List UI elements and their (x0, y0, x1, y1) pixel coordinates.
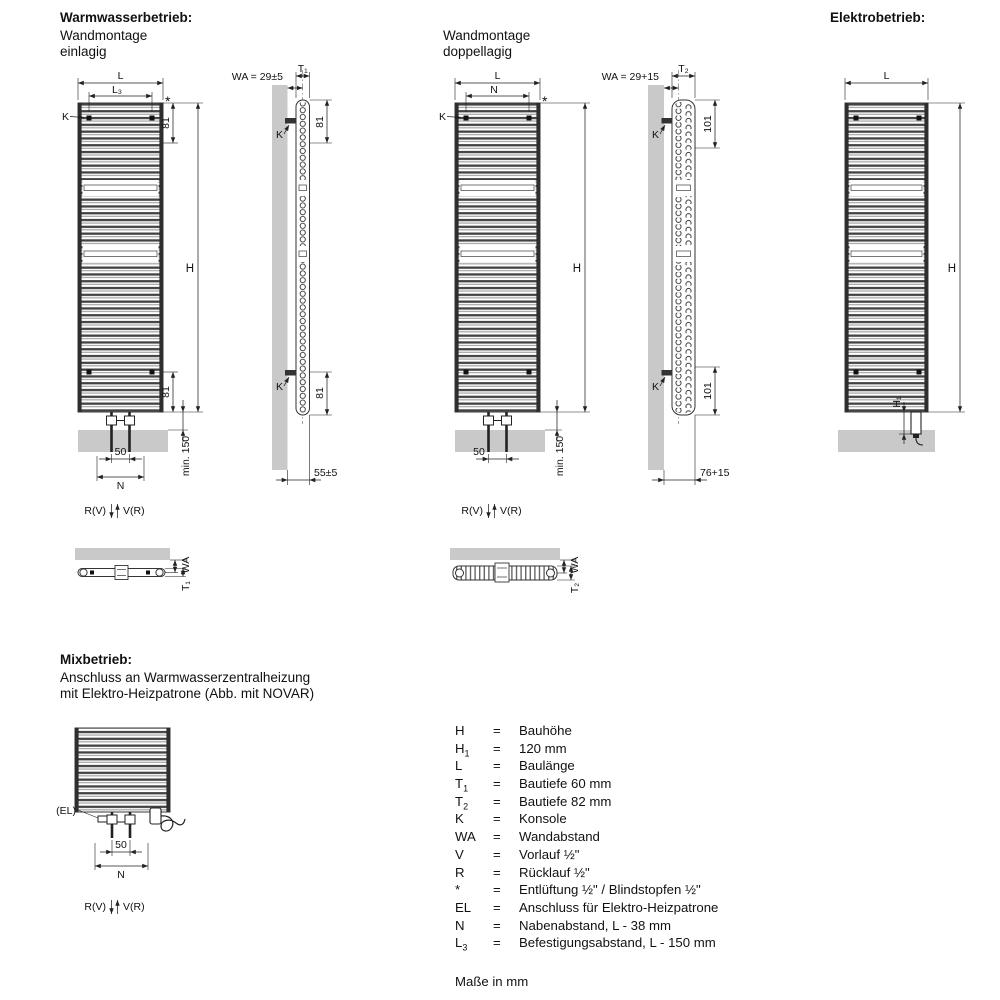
label-K-top: K (275, 129, 283, 141)
label-return-flow: R(V) (84, 901, 106, 913)
legend-symbol: $T_1$ (455, 776, 469, 794)
console-mount (854, 116, 859, 121)
mix-subtitle-1: Anschluss an Warmwasserzentralheizung (60, 670, 311, 685)
legend-symbol: WA (455, 829, 476, 845)
subtitle-einlagig: einlagig (60, 44, 107, 59)
dim-min150: min. 150 (554, 435, 566, 477)
diagram-einlagig-topview (58, 540, 193, 602)
legend-equals: = (493, 864, 501, 880)
console-mount (150, 370, 155, 375)
legend-row (455, 918, 718, 936)
label-EL: (EL) (56, 805, 76, 817)
floor-slab (455, 430, 545, 452)
console-mount (527, 116, 532, 121)
dim-N: N (116, 480, 125, 492)
diagram-doppellagig-front (430, 62, 605, 532)
legend-description: Anschluss für Elektro-Heizpatrone (519, 899, 719, 915)
legend-description: Rücklauf ½" (519, 864, 590, 880)
console-mount (150, 116, 155, 121)
legend-symbol: K (455, 811, 464, 827)
dim-81-top: 81 (314, 116, 326, 128)
legend-symbol: V (455, 846, 464, 862)
wall (450, 548, 560, 560)
label-K-bottom: K (651, 381, 659, 393)
label-K-bottom: K (275, 381, 283, 393)
legend-row (455, 882, 718, 900)
dim-50: 50 (114, 446, 127, 458)
valve-assembly (98, 812, 135, 838)
label-supply-flow: V(R) (500, 505, 522, 517)
legend-description: Baulänge (519, 758, 575, 774)
legend-equals: = (493, 793, 501, 809)
section-title-elektro: Elektrobetrieb: (830, 10, 926, 25)
wall (75, 548, 170, 560)
subtitle-wandmontage-2: Wandmontage (443, 28, 531, 43)
dim-101-bottom: 101 (702, 382, 714, 400)
legend-description: Nabenabstand, L - 38 mm (519, 917, 671, 933)
legend-description: Bautiefe 60 mm (519, 776, 612, 792)
dim-81-bottom: 81 (160, 386, 172, 398)
dim-WA: WA = 29+15 (601, 71, 659, 83)
legend-description: Entlüftung ½" / Blindstopfen ½" (519, 882, 701, 898)
section-title-warmwasser: Warmwasserbetrieb: (60, 10, 193, 25)
legend-equals: = (493, 776, 501, 792)
dim-N: N (117, 869, 125, 881)
dim-T2: T₂ (569, 582, 581, 594)
dim-depth: 76+15 (700, 467, 730, 479)
dim-H1: H₁ (891, 396, 903, 408)
console-mount (917, 370, 922, 375)
radiator-body (75, 728, 170, 812)
power-cable (161, 816, 185, 831)
label-K: K (438, 111, 446, 123)
legend-description: Konsole (519, 811, 567, 827)
bracket-top (662, 118, 673, 124)
legend-equals: = (493, 846, 501, 862)
wall (272, 85, 288, 470)
legend-symbol: R (455, 864, 465, 880)
bracket-bottom (662, 370, 673, 376)
dim-L: L (117, 70, 124, 82)
dim-depth: 55±5 (314, 467, 338, 479)
radiator-body (78, 103, 163, 412)
dim-L: L (494, 70, 501, 82)
dim-H: H (572, 263, 581, 275)
label-star: * (165, 93, 171, 109)
diagram-einlagig-side (215, 62, 350, 532)
units-note: Maße in mm (455, 974, 529, 989)
bracket-bottom (285, 370, 296, 376)
legend (455, 723, 719, 989)
console-mount (854, 370, 859, 375)
legend-equals: = (493, 811, 501, 827)
legend-row (455, 811, 718, 829)
legend-symbol: $T_2$ (455, 793, 469, 812)
subtitle-doppellagig: doppellagig (443, 44, 513, 59)
legend-row (455, 776, 718, 794)
dim-WA: WA = 29±5 (231, 71, 283, 83)
legend-symbol: H (455, 723, 465, 738)
dim-L: L (883, 70, 890, 82)
console-mount (87, 370, 92, 375)
legend-row (455, 847, 718, 865)
subtitle-wandmontage-1: Wandmontage (60, 28, 148, 43)
diagram-einlagig-front (55, 62, 225, 532)
legend-description: Befestigungsabstand, L - 150 mm (519, 935, 716, 951)
legend-symbol: $H_1$ (455, 740, 470, 759)
legend-symbol: * (455, 882, 461, 898)
console-mount (464, 370, 469, 375)
dim-N-top: N (490, 84, 498, 96)
wall (648, 85, 664, 470)
legend-symbol: L (455, 758, 463, 774)
legend-row (455, 865, 718, 883)
dimensions (602, 63, 730, 485)
dim-H: H (185, 263, 194, 275)
dim-50: 50 (473, 446, 485, 458)
radiator-profile (672, 100, 695, 415)
dimensions (165, 557, 192, 591)
radiator-body (845, 103, 928, 412)
legend-equals: = (493, 935, 501, 951)
console-mount (527, 370, 532, 375)
mix-subtitle-2: mit Elektro-Heizpatrone (Abb. mit NOVAR) (60, 686, 315, 701)
label-return-flow: R(V) (84, 505, 106, 517)
diagram-doppellagig-topview (433, 540, 583, 602)
console-mount (917, 116, 922, 121)
legend-row (455, 794, 718, 812)
legend-equals: = (493, 740, 501, 756)
bracket-top (285, 118, 296, 124)
dim-T2: T₂ (678, 63, 689, 75)
radiator-topview (453, 563, 557, 582)
dim-min150: min. 150 (180, 435, 192, 477)
legend-equals: = (493, 723, 501, 738)
legend-row (455, 829, 718, 847)
label-supply-flow: V(R) (123, 505, 145, 517)
radiator-body (455, 103, 540, 412)
legend-rows (455, 723, 718, 953)
dim-T1: T₁ (297, 63, 308, 75)
legend-row (455, 900, 718, 918)
dimensions (557, 557, 581, 594)
radiator-profile (296, 100, 310, 415)
legend-equals: = (493, 899, 501, 915)
legend-description: Bauhöhe (519, 723, 572, 738)
dim-T1: T₁ (180, 581, 192, 591)
label-star: * (542, 93, 548, 109)
dim-L3: L₃ (111, 84, 123, 96)
label-return-flow: R(V) (461, 505, 483, 517)
console-mount (87, 116, 92, 121)
label-K-top: K (651, 129, 659, 141)
legend-row (455, 935, 718, 953)
legend-description: Vorlauf ½" (519, 846, 580, 862)
legend-row (455, 723, 718, 741)
legend-description: Wandabstand (519, 829, 600, 845)
diagram-elektro-front (825, 62, 1000, 532)
legend-equals: = (493, 917, 501, 933)
dim-WA: WA (180, 556, 192, 574)
dim-H: H (947, 263, 956, 275)
legend-equals: = (493, 882, 501, 898)
legend-description: Bautiefe 82 mm (519, 793, 612, 809)
legend-description: 120 mm (519, 740, 567, 756)
dim-50: 50 (115, 839, 127, 851)
dim-81-top: 81 (160, 117, 172, 129)
legend-row (455, 758, 718, 776)
label-supply-flow: V(R) (123, 901, 145, 913)
diagram-mixbetrieb (50, 710, 250, 925)
radiator-topview (78, 566, 165, 580)
legend-equals: = (493, 829, 501, 845)
legend-symbol: EL (455, 899, 472, 915)
dim-81-bottom: 81 (314, 387, 326, 399)
legend-symbol: N (455, 917, 465, 933)
diagram-doppellagig-side (600, 62, 750, 532)
legend-symbol: $L_3$ (455, 935, 468, 953)
dim-WA: WA (569, 556, 581, 574)
legend-equals: = (493, 758, 501, 774)
console-mount (464, 116, 469, 121)
dim-101-top: 101 (702, 115, 714, 133)
legend-row (455, 741, 718, 759)
label-K: K (61, 111, 69, 123)
section-title-mix: Mixbetrieb: (60, 652, 133, 667)
